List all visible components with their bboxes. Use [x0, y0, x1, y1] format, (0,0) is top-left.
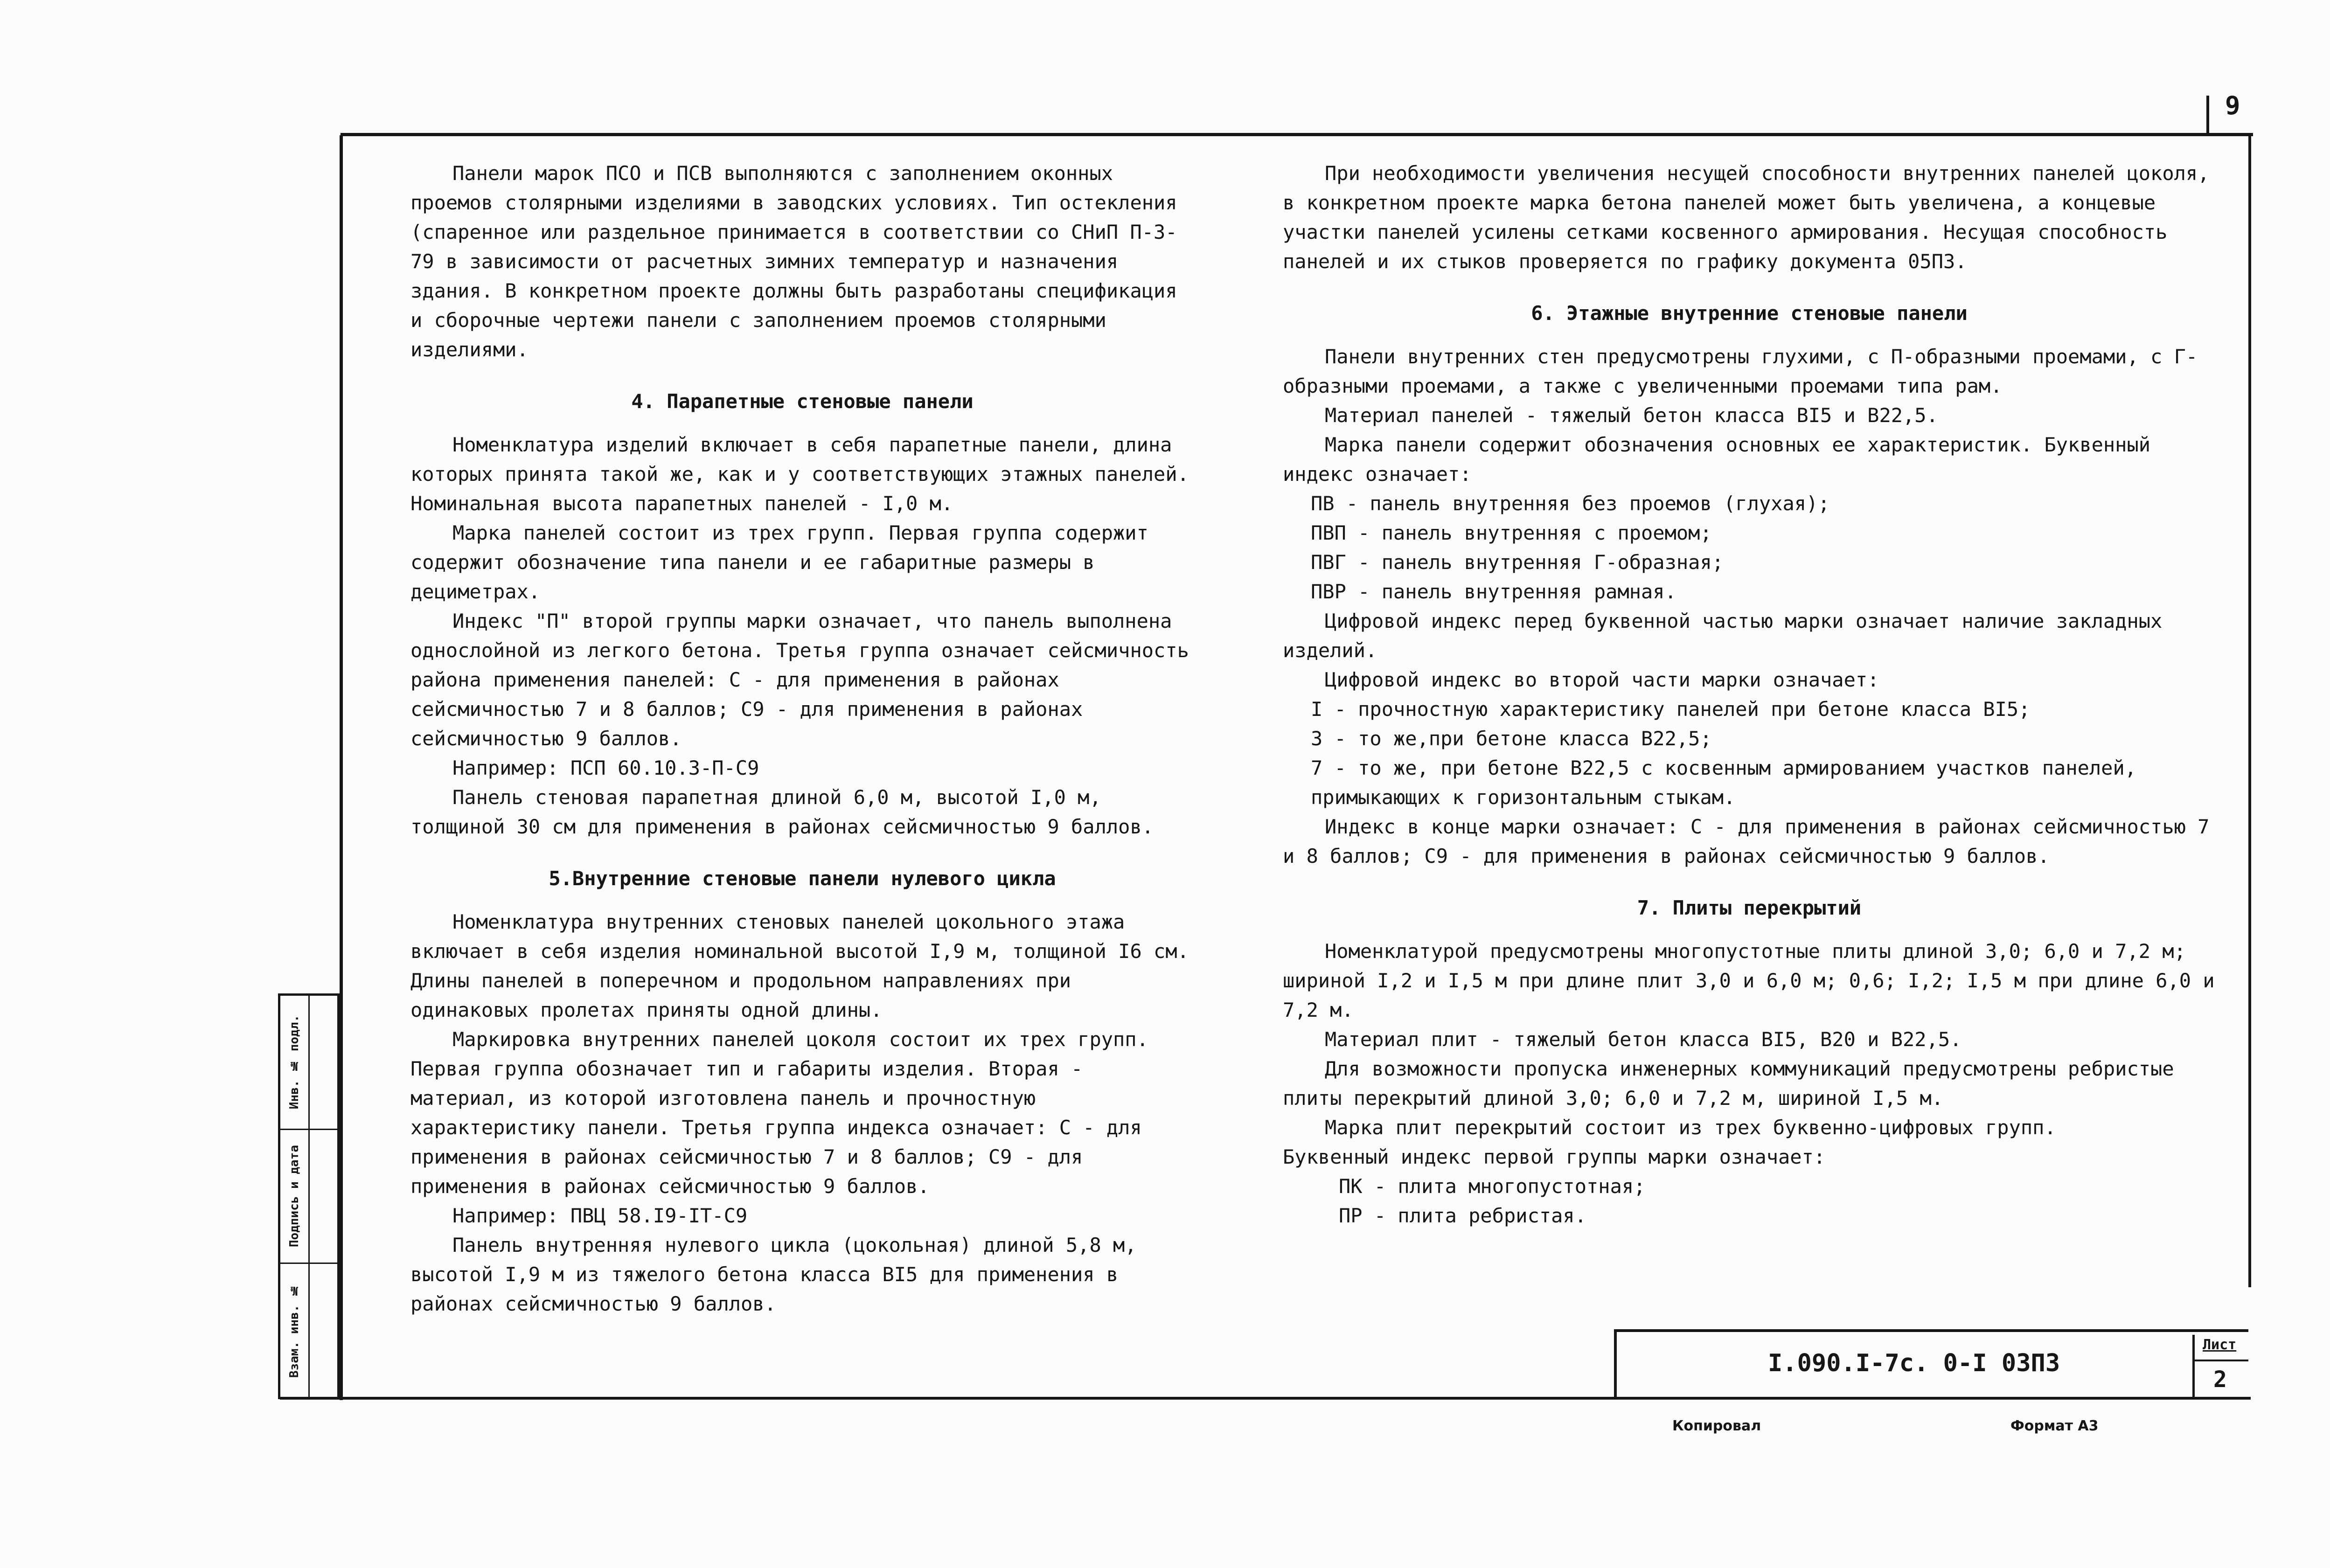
example-line: Например: ПВЦ 58.I9-IТ-С9: [452, 1204, 748, 1227]
paragraph: Буквенный индекс первой группы марки означает:: [1283, 1145, 1826, 1168]
sheet-number: 2: [2213, 1367, 2227, 1393]
list-item: ПВ - панель внутренняя без проемов (глухая);: [1311, 492, 1830, 515]
stamp-signature-label: Подпись и дата: [287, 1145, 301, 1248]
list-item: ПВП - панель внутренняя с проемом;: [1311, 521, 1712, 544]
paragraph: Панель внутренняя нулевого цикла (цокольная) длиной 5,8 м, высотой I,9 м из тяжелого бетона класса ВI5 для применения в районах сейсмичностью 9 баллов.: [410, 1234, 1137, 1315]
paragraph: Материал плит - тяжелый бетон класса ВI5, В20 и В22,5.: [1325, 1028, 1962, 1051]
paragraph: Номенклатурой предусмотрены многопустотные плиты длиной 3,0; 6,0 и 7,2 м; шириной I,2 и I,5 м при длине плит 3,0 и 6,0 м; 0,6; I,2; I,5 м при длине 6,0 и 7,2 м.: [1283, 940, 2215, 1021]
paragraph: Номенклатура изделий включает в себя парапетные панели, длина которых принята такой же, как и у соответствующих этажных панелей. Номинальная высота парапетных панелей - I,0 м.: [410, 433, 1189, 515]
paragraph: Номенклатура внутренних стеновых панелей цокольного этажа включает в себя изделия номинальной высотой I,9 м, толщиной I6 см. Длины панелей в поперечном и продольном направлениях при одинаковых пролетах приняты одной длины.: [410, 910, 1189, 1021]
side-stamp: [278, 993, 340, 1399]
sheet-divider: [2192, 1360, 2248, 1361]
paragraph: Цифровой индекс во второй части марки означает:: [1325, 668, 1879, 691]
paragraph: Панели внутренних стен предусмотрены глухими, с П-образными проемами, с Г-образными проемами, а также с увеличенными проемами типа рам.: [1283, 345, 2198, 397]
section-heading-4: 4. Парапетные стеновые панели: [631, 390, 974, 413]
sheet-label: Лист: [2203, 1337, 2237, 1353]
stamp-inv-label: Инв. № подл.: [287, 1015, 301, 1110]
paragraph: Индекс в конце марки означает: С - для применения в районах сейсмичностью 7 и 8 баллов; С9 - для применения в районах сейсмичностью 9 баллов.: [1283, 815, 2210, 867]
paragraph: При необходимости увеличения несущей способности внутренних панелей цоколя, в конкретном проекте марка бетона панелей может быть увеличена, а концевые участки панелей усилены сетками косвенного армирования. Несущая способность панелей и их стыков проверяется по графику документа 05П3.: [1283, 162, 2210, 273]
paragraph: Марка панелей состоит из трех групп. Первая группа содержит содержит обозначение типа панели и ее габаритные размеры в дециметрах.: [410, 521, 1148, 603]
document-code: I.090.I-7с. 0-I 03П3: [1768, 1349, 2060, 1377]
frame-right-line: [2248, 135, 2251, 1287]
paragraph: Материал панелей - тяжелый бетон класса ВI5 и В22,5.: [1325, 404, 1938, 427]
paragraph: Панель стеновая парапетная длиной 6,0 м, высотой I,0 м, толщиной 30 см для применения в районах сейсмичностью 9 баллов.: [410, 786, 1154, 838]
paragraph: Для возможности пропуска инженерных коммуникаций предусмотрены ребристые плиты перекрытий длиной 3,0; 6,0 и 7,2 м, шириной I,5 м.: [1283, 1057, 2174, 1110]
list-item: ПК - плита многопустотная;: [1339, 1175, 1646, 1198]
frame-top-line: [341, 133, 2253, 136]
footer-copied: Копировал: [1672, 1418, 1761, 1434]
section-heading-7: 7. Плиты перекрытий: [1637, 896, 1862, 919]
stamp-replace-label: Взам. инв. №: [287, 1283, 301, 1378]
footer-format: Формат А3: [2010, 1418, 2099, 1434]
list-item: 3 - то же,при бетоне класса В22,5;: [1311, 727, 1712, 750]
section-heading-6: 6. Этажные внутренние стеновые панели: [1531, 302, 1968, 325]
example-line: Например: ПСП 60.10.3-П-С9: [452, 756, 759, 779]
list-item: ПР - плита ребристая.: [1339, 1204, 1587, 1227]
list-item: I - прочностную характеристику панелей при бетоне класса ВI5;: [1311, 698, 2031, 721]
page-number: 9: [2225, 91, 2240, 120]
paragraph: Марка плит перекрытий состоит из трех буквенно-цифровых групп.: [1325, 1116, 2056, 1139]
paragraph: Маркировка внутренних панелей цоколя состоит их трех групп. Первая группа обозначает тип и габариты изделия. Вторая - материал, из которой изготовлена панель и прочностную характеристику панели. Третья группа индекса означает: С - для применения в районах сейсмичностью 7 и 8 баллов; С9 - для применения в районах сейсмичностью 9 баллов.: [410, 1028, 1148, 1198]
paragraph: Панели марок ПСО и ПСВ выполняются с заполнением оконных проемов столярными изделиями в заводских условиях. Тип остекления (спаренное или раздельное принимается в соответствии со СНиП П-3-79 в зависимости от расчетных зимних температур и назначения здания. В конкретном проекте должны быть разработаны спецификация и сборочные чертежи панели с заполнением проемов столярными изделиями.: [410, 162, 1177, 361]
page-corner-tick: [2206, 96, 2209, 133]
stamp-column-values: [310, 996, 338, 1397]
list-item: ПВГ - панель внутренняя Г-образная;: [1311, 551, 1724, 574]
paragraph: Марка панели содержит обозначения основных ее характеристик. Буквенный индекс означает:: [1283, 433, 2151, 486]
right-text-column: [1283, 159, 2216, 1230]
paragraph: Индекс "П" второй группы марки означает, что панель выполнена однослойной из легкого бетона. Третья группа означает сейсмичность района применения панелей: С - для применения в районах сейсмичностью 7 и 8 баллов; С9 - для применения в районах сейсмичностью 9 баллов.: [410, 610, 1189, 750]
list-item: ПВР - панель внутренняя рамная.: [1311, 580, 1676, 603]
list-item: 7 - то же, при бетоне В22,5 с косвенным армированием участков панелей, примыкающих к горизонтальным стыкам.: [1311, 756, 2137, 809]
section-heading-5: 5.Внутренние стеновые панели нулевого цикла: [549, 867, 1056, 890]
paragraph: Цифровой индекс перед буквенной частью марки означает наличие закладных изделий.: [1283, 610, 2163, 662]
left-text-column: [410, 159, 1194, 1318]
frame-left-line: [340, 135, 343, 1400]
stamp-column-labels: [280, 996, 310, 1397]
